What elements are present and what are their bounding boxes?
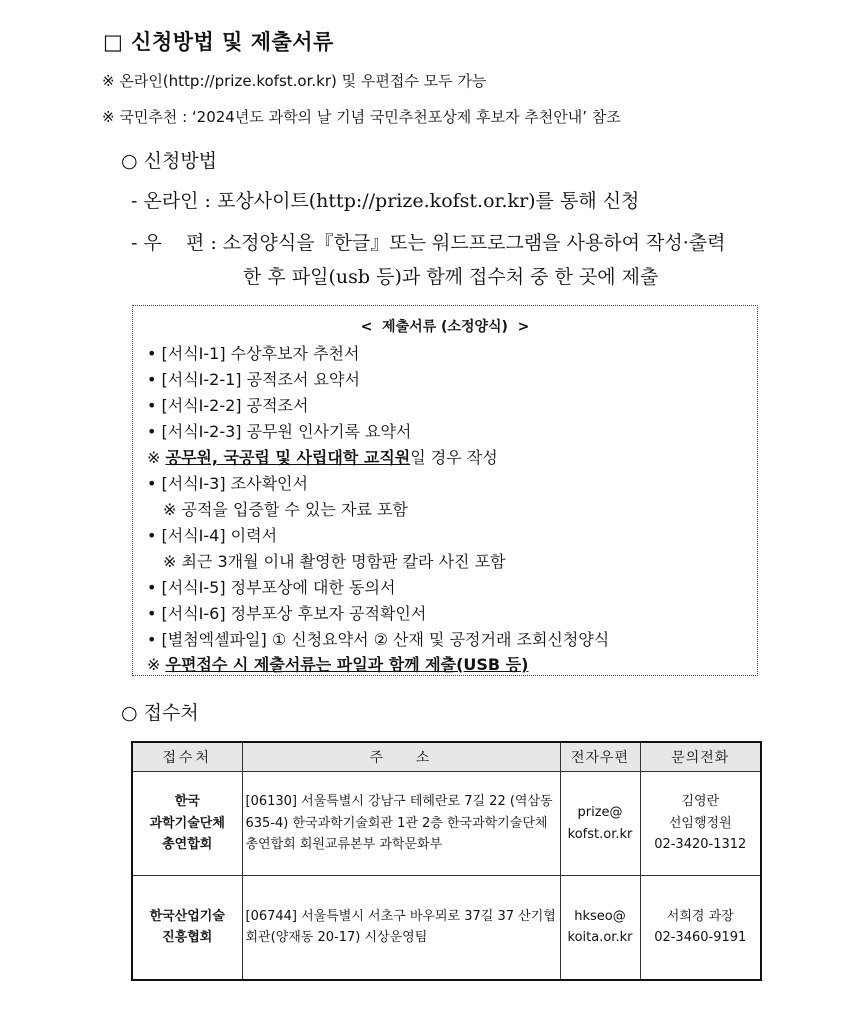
method-title: ○ 신청방법 bbox=[121, 150, 218, 172]
doc-resume-note: ※ 최근 3개월 이내 촬영한 명함판 칼라 사진 포함 bbox=[163, 552, 506, 571]
table-header-row bbox=[132, 742, 761, 772]
contact-line: 김영란 bbox=[681, 794, 720, 810]
header-email: 전자우편 bbox=[560, 742, 640, 772]
org-name-line: 진흥협회 bbox=[162, 930, 213, 946]
contact-line: 02-3420-1312 bbox=[654, 837, 747, 853]
org-cell bbox=[132, 772, 242, 876]
contact-cell bbox=[640, 772, 761, 876]
mail-note-bold: 우편접수 시 제출서류는 파일과 함께 제출(USB 등) bbox=[165, 655, 529, 674]
doc-survey-note: ※ 공적을 입증할 수 있는 자료 포함 bbox=[163, 500, 408, 519]
mail-note-prefix: ※ bbox=[147, 655, 166, 674]
doc-item-merit-summary: • [서식Ⅰ-2-1] 공적조서 요약서 bbox=[147, 370, 360, 389]
doc-item-excel: • [별첨엑셀파일] ① 신청요약서 ② 산재 및 공정거래 조회신청양식 bbox=[147, 630, 610, 649]
doc-civil-servant-note bbox=[147, 445, 498, 468]
org-name-line: 한국 bbox=[174, 794, 200, 810]
table-row bbox=[132, 772, 761, 876]
civil-note-suffix: 일 경우 작성 bbox=[410, 448, 498, 467]
contact-cell bbox=[640, 876, 761, 980]
header-address: 주 소 bbox=[242, 742, 560, 772]
method-online: - 온라인 : 포상사이트(http://prize.kofst.or.kr)를 통해 신청 bbox=[131, 190, 640, 212]
doc-item-recommendation: • [서식Ⅰ-1] 수상후보자 추천서 bbox=[147, 344, 360, 363]
org-cell bbox=[132, 876, 242, 980]
doc-item-personnel-record: • [서식Ⅰ-2-3] 공무원 인사기록 요약서 bbox=[147, 422, 412, 441]
email-cell[interactable] bbox=[560, 876, 640, 980]
section-heading: □ 신청방법 및 제출서류 bbox=[103, 29, 334, 54]
org-name-line: 과학기술단체 bbox=[149, 815, 225, 831]
doc-item-merit-report: • [서식Ⅰ-2-2] 공적조서 bbox=[147, 396, 309, 415]
email-line: prize@ bbox=[577, 805, 623, 821]
table-row bbox=[132, 876, 761, 980]
doc-item-merit-confirm: • [서식Ⅰ-6] 정부포상 후보자 공적확인서 bbox=[147, 604, 427, 623]
org-name-line: 총연합회 bbox=[162, 837, 213, 853]
method-mail: - 우 편 : 소정양식을『한글』또는 워드프로그램을 사용하여 작성·출력 bbox=[131, 232, 726, 254]
method-mail-continued: 한 후 파일(usb 등)과 함께 접수처 중 한 곳에 제출 bbox=[243, 266, 659, 288]
note-submission-channels: ※ 온라인(http://prize.kofst.or.kr) 및 우편접수 모두 가능 bbox=[102, 72, 487, 90]
header-org: 접수처 bbox=[132, 742, 242, 772]
email-line: koita.or.kr bbox=[567, 930, 633, 946]
doc-item-resume: • [서식Ⅰ-4] 이력서 bbox=[147, 526, 278, 545]
documents-box bbox=[132, 305, 758, 676]
email-cell[interactable] bbox=[560, 772, 640, 876]
org-name-line: 한국산업기술 bbox=[149, 908, 225, 924]
address-cell: [06744] 서울특별시 서초구 바우뫼로 37길 37 산기협회관(양재동 20-17) 시상운영팀 bbox=[242, 876, 560, 980]
doc-item-consent: • [서식Ⅰ-5] 정부포상에 대한 동의서 bbox=[147, 578, 396, 597]
email-line: hkseo@ bbox=[574, 908, 626, 924]
doc-item-survey: • [서식Ⅰ-3] 조사확인서 bbox=[147, 474, 308, 493]
reception-table bbox=[131, 741, 762, 981]
note-public-recommendation: ※ 국민추천 : ‘2024년도 과학의 날 기념 국민추천포상제 후보자 추천안내’ 참조 bbox=[102, 108, 621, 126]
header-phone: 문의전화 bbox=[640, 742, 761, 772]
documents-title: < 제출서류 (소정양식) > bbox=[360, 319, 530, 335]
contact-line: 서희경 과장 bbox=[666, 908, 734, 924]
reception-title: ○ 접수처 bbox=[121, 702, 199, 724]
email-line: kofst.or.kr bbox=[567, 826, 633, 842]
civil-note-bold: 공무원, 국공립 및 사립대학 교직원 bbox=[165, 448, 411, 467]
doc-mail-note bbox=[147, 652, 528, 675]
contact-line: 선임행정원 bbox=[668, 815, 732, 831]
address-cell: [06130] 서울특별시 강남구 테헤란로 7길 22 (역삼동 635-4) 한국과학기술회관 1관 2층 한국과학기술단체총연합회 회원교류본부 과학문화부 bbox=[242, 772, 560, 876]
civil-note-prefix: ※ bbox=[147, 448, 166, 467]
contact-line: 02-3460-9191 bbox=[654, 930, 747, 946]
